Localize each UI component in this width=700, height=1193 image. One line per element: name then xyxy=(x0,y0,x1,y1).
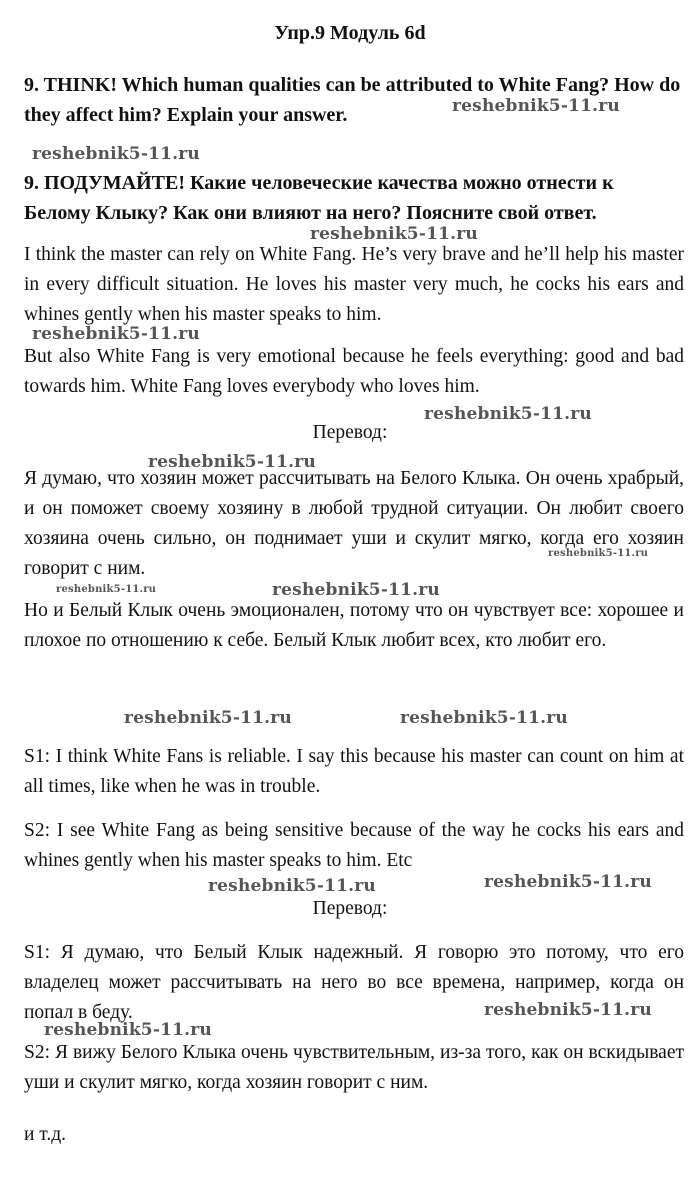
dialogue-s2: S2: I see White Fang as being sensitive because of the way he cocks his ears and whines gently when his master speaks to him. Etc xyxy=(24,820,684,871)
translation-paragraph-2: Но и Белый Клык очень эмоционален, потому что он чувствует все: хорошее и плохое по отношению к себе. Белый Клык любит всех, кто любит его. xyxy=(24,600,684,651)
watermark: reshebnik5-11.ru xyxy=(452,96,620,116)
watermark: reshebnik5-11.ru xyxy=(484,1000,652,1020)
watermark: reshebnik5-11.ru xyxy=(124,708,292,728)
watermark: reshebnik5-11.ru xyxy=(400,708,568,728)
dialogue-s2-translation: S2: Я вижу Белого Клыка очень чувствительным, из-за того, как он вскидывает уши и скулит мягко, когда хозяин говорит с ним. xyxy=(24,1042,684,1093)
watermark: reshebnik5-11.ru xyxy=(32,324,200,344)
task-russian: 9. ПОДУМАЙТЕ! Какие человеческие качества можно отнести к Белому Клыку? Как они влияют на него? Поясните свой ответ. xyxy=(24,172,614,224)
watermark: reshebnik5-11.ru xyxy=(310,224,478,244)
translation-paragraph-1: Я думаю, что хозяин может рассчитывать на Белого Клыка. Он очень храбрый, и он поможет своему хозяину в любой трудной ситуации. Он любит своего хозяина очень сильно, он поднимает уши и скулит мягко, когда его хозяин говорит с ним. xyxy=(24,468,684,579)
watermark: reshebnik5-11.ru xyxy=(32,144,200,164)
watermark: reshebnik5-11.ru xyxy=(148,452,316,472)
watermark: reshebnik5-11.ru xyxy=(56,584,157,595)
translation-label-2: Перевод: xyxy=(312,898,388,919)
dialogue-s1: S1: I think White Fans is reliable. I say this because his master can count on him at all times, like when he was in trouble. xyxy=(24,746,684,797)
watermark: reshebnik5-11.ru xyxy=(548,548,649,559)
task-english: 9. THINK! Which human qualities can be attributed to White Fang? How do they affect him? Explain your answer. xyxy=(24,74,681,126)
page-title: Упр.9 Модуль 6d xyxy=(274,22,426,44)
etc-text: и т.д. xyxy=(24,1124,67,1145)
watermark: reshebnik5-11.ru xyxy=(484,872,652,892)
answer-paragraph-1: I think the master can rely on White Fang. He’s very brave and he’ll help his master in every difficult situation. He loves his master very much, he cocks his ears and whines gently when his master speaks to him. xyxy=(24,244,684,325)
answer-paragraph-2: But also White Fang is very emotional because he feels everything: good and bad towards him. White Fang loves everybody who loves him. xyxy=(24,346,684,397)
dialogue-s1-translation: S1: Я думаю, что Белый Клык надежный. Я говорю это потому, что его владелец может рассчитывать на него во все времена, например, когда он попал в беду. xyxy=(24,942,684,1023)
watermark: reshebnik5-11.ru xyxy=(44,1020,212,1040)
watermark: reshebnik5-11.ru xyxy=(424,404,592,424)
watermark: reshebnik5-11.ru xyxy=(272,580,440,600)
translation-label-1: Перевод: xyxy=(312,422,388,443)
watermark: reshebnik5-11.ru xyxy=(208,876,376,896)
